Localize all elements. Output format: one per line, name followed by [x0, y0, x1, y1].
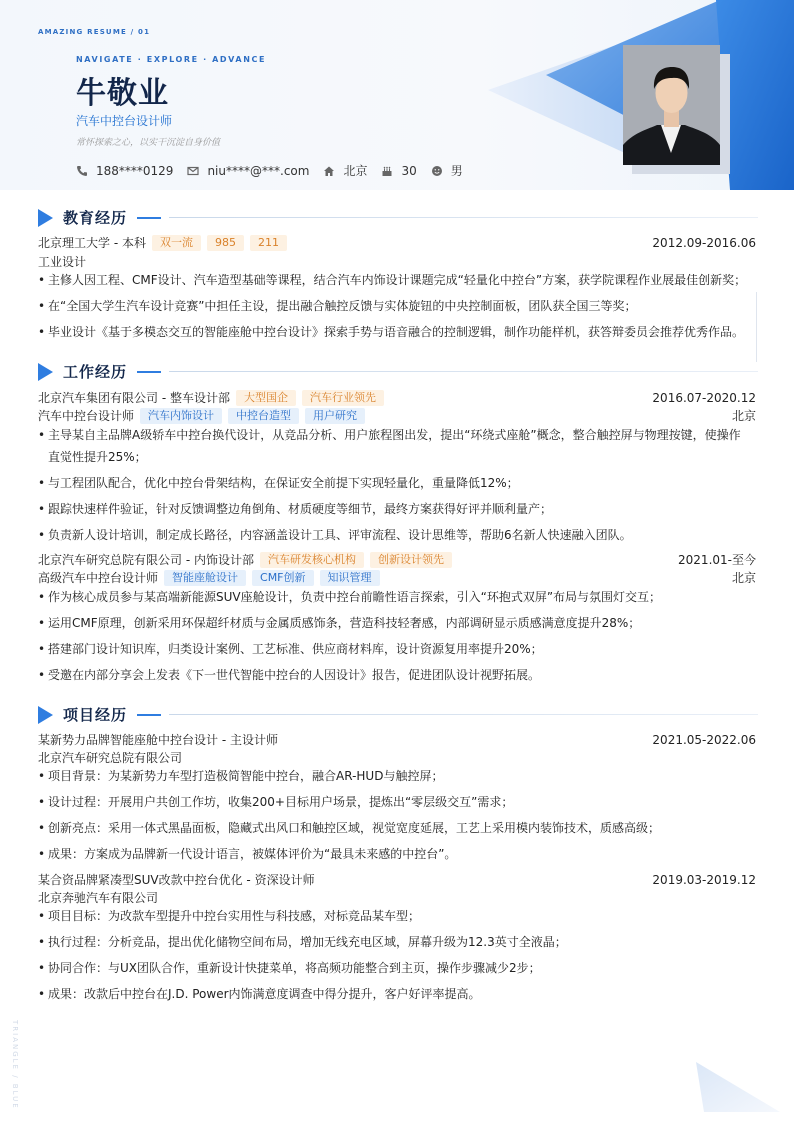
list-item: • 与工程团队配合，优化中控台骨架结构，在保证安全前提下实现轻量化，重量降低12%； — [38, 472, 750, 494]
contact-city — [323, 162, 367, 179]
section-work — [38, 361, 758, 382]
footer-triangle — [690, 1060, 794, 1123]
contact-bar — [76, 162, 477, 179]
person-name: 牛敬业 — [76, 76, 169, 111]
contact-gender — [431, 162, 463, 179]
work-city: 北京 — [731, 409, 756, 423]
work-company-row — [38, 551, 756, 568]
list-item: • 创新亮点：采用一体式黑晶面板，隐藏式出风口和触控区域，视觉宽度延展，工艺上采用模内装饰技术，质感高级； — [38, 817, 750, 839]
role-tag: 智能座舱设计 — [164, 570, 246, 586]
work-company-row — [38, 389, 756, 406]
list-item: • 成果：方案成为品牌新一代设计语言，被媒体评价为“最具未来感的中控台”。 — [38, 843, 750, 865]
project-org: 北京奔驰汽车有限公司 — [38, 891, 159, 905]
company-name: 北京汽车研究总院有限公司 - 内饰设计部 — [38, 553, 254, 567]
section-title: 教育经历 — [63, 209, 128, 227]
school-tag: 双一流 — [152, 235, 201, 251]
section-arrow-icon — [38, 209, 53, 227]
project-bullets — [38, 905, 750, 1009]
school-tag: 211 — [250, 235, 287, 251]
role-tag: 知识管理 — [320, 570, 380, 586]
section-education — [38, 207, 758, 228]
list-item: • 在“全国大学生汽车设计竞赛”中担任主设，提出融合触控反馈与实体旋钮的中央控制面板，团队获全国三等奖； — [38, 295, 750, 317]
smile-icon — [431, 165, 443, 177]
education-header — [38, 234, 756, 251]
profile-photo — [623, 45, 720, 165]
role-name: 汽车中控台设计师 — [38, 409, 135, 423]
school-name: 北京理工大学 - 本科 — [38, 236, 146, 250]
project-org: 北京汽车研究总院有限公司 — [38, 751, 183, 765]
work-date: 2016.07-2020.12 — [652, 390, 756, 405]
contact-age — [381, 164, 416, 178]
city-text: 北京 — [343, 164, 368, 178]
slogan: 常怀探索之心，以实干沉淀自身价值 — [76, 138, 221, 148]
list-item: • 毕业设计《基于多模态交互的智能座舱中控台设计》探索手势与语音融合的控制逻辑，制作功能样机，获答辩委员会推荐优秀作品。 — [38, 321, 750, 343]
company-tag: 创新设计领先 — [370, 552, 452, 568]
phone-text: 188****0129 — [96, 163, 174, 178]
list-item: • 搭建部门设计知识库，归类设计案例、工艺标准、供应商材料库，设计资源复用率提升20%； — [38, 638, 750, 660]
role-tag: 中控台造型 — [228, 408, 299, 424]
contact-phone[interactable] — [76, 164, 173, 178]
role-tag: 汽车内饰设计 — [140, 408, 222, 424]
company-tag: 大型国企 — [236, 390, 296, 406]
project-date: 2019.03-2019.12 — [652, 872, 756, 887]
list-item: • 运用CMF原理，创新采用环保超纤材质与金属质感饰条，营造科技轻奢感，内部调研显示质感满意度提升28%； — [38, 612, 750, 634]
vertical-rule — [756, 292, 757, 362]
list-item: • 项目背景：为某新势力车型打造极简智能中控台，融合AR-HUD与触控屏； — [38, 765, 750, 787]
education-bullets — [38, 269, 750, 347]
phone-icon — [76, 165, 88, 177]
gender-text: 男 — [450, 164, 463, 178]
mail-icon — [187, 165, 199, 177]
work-bullets — [38, 586, 750, 690]
work-role-row — [38, 407, 756, 424]
contact-email[interactable] — [187, 164, 309, 178]
section-dash — [137, 714, 161, 716]
school-tag: 985 — [207, 235, 244, 251]
list-item: • 主修人因工程、CMF设计、汽车造型基础等课程，结合汽车内饰设计课题完成“轻量化中控台”方案，获学院课程作业展最佳创新奖； — [38, 269, 750, 291]
section-divider — [169, 714, 758, 715]
list-item: • 设计过程：开展用户共创工作坊，收集200+目标用户场景，提炼出“零层级交互”需求； — [38, 791, 750, 813]
company-tag: 汽车研发核心机构 — [260, 552, 364, 568]
job-title: 汽车中控台设计师 — [76, 114, 173, 128]
section-divider — [169, 371, 758, 372]
project-header — [38, 731, 756, 748]
list-item: • 协同合作：与UX团队合作，重新设计快捷菜单，将高频功能整合到主页，操作步骤减少2步； — [38, 957, 750, 979]
person-silhouette — [623, 45, 720, 165]
role-name: 高级汽车中控台设计师 — [38, 571, 159, 585]
company-name: 北京汽车集团有限公司 - 整车设计部 — [38, 391, 230, 405]
project-header — [38, 871, 756, 888]
project-bullets — [38, 765, 750, 869]
project-title: 某合资品牌紧凑型SUV改款中控台优化 - 资深设计师 — [38, 873, 315, 887]
section-divider — [169, 217, 758, 218]
list-item: • 作为核心成员参与某高端新能源SUV座舱设计，负责中控台前瞻性语言探索，引入“环抱式双屏”布局与氛围灯交互； — [38, 586, 750, 608]
company-tag: 汽车行业领先 — [302, 390, 384, 406]
home-icon — [323, 165, 335, 177]
cake-icon — [381, 165, 393, 177]
email-text: niu****@***.com — [207, 163, 310, 178]
section-title: 工作经历 — [63, 363, 128, 381]
work-bullets — [38, 424, 750, 550]
list-item: • 执行过程：分析竞品，提出优化储物空间布局，增加无线充电区域，屏幕升级为12.3英寸全液晶； — [38, 931, 750, 953]
list-item: • 成果：改款后中控台在J.D. Power内饰满意度调查中得分提升，客户好评率提高。 — [38, 983, 750, 1005]
list-item: • 跟踪快速样件验证，针对反馈调整边角倒角、材质硬度等细节，最终方案获得好评并顺利量产； — [38, 498, 750, 520]
project-date: 2021.05-2022.06 — [652, 732, 756, 747]
list-item: • 受邀在内部分享会上发表《下一世代智能中控台的人因设计》报告，促进团队设计视野拓展。 — [38, 664, 750, 686]
section-dash — [137, 371, 161, 373]
list-item: • 主导某自主品牌A级轿车中控台换代设计，从竞品分析、用户旅程图出发，提出“环绕式座舱”概念，整合触控屏与物理按键，使操作直觉性提升25%； — [38, 424, 750, 468]
work-date: 2021.01-至今 — [678, 553, 756, 567]
role-tag: 用户研究 — [305, 408, 365, 424]
section-arrow-icon — [38, 706, 53, 724]
section-title: 项目经历 — [63, 706, 128, 724]
section-dash — [137, 217, 161, 219]
side-decor-text: TRIANGLE / BLUE — [11, 1020, 19, 1110]
age-text: 30 — [401, 163, 417, 178]
work-city: 北京 — [731, 571, 756, 585]
brand-label: AMAZING RESUME / 01 — [38, 28, 151, 36]
list-item: • 负责新人设计培训，制定成长路径，内容涵盖设计工具、评审流程、设计思维等，帮助6名新人快速融入团队。 — [38, 524, 750, 546]
role-tag: CMF创新 — [252, 570, 314, 586]
section-arrow-icon — [38, 363, 53, 381]
section-project — [38, 704, 758, 725]
education-date: 2012.09-2016.06 — [652, 235, 756, 250]
work-role-row — [38, 569, 756, 586]
education-major: 工业设计 — [38, 255, 87, 269]
motto: NAVIGATE · EXPLORE · ADVANCE — [76, 55, 267, 64]
list-item: • 项目目标：为改款车型提升中控台实用性与科技感，对标竞品某车型； — [38, 905, 750, 927]
project-title: 某新势力品牌智能座舱中控台设计 - 主设计师 — [38, 733, 278, 747]
